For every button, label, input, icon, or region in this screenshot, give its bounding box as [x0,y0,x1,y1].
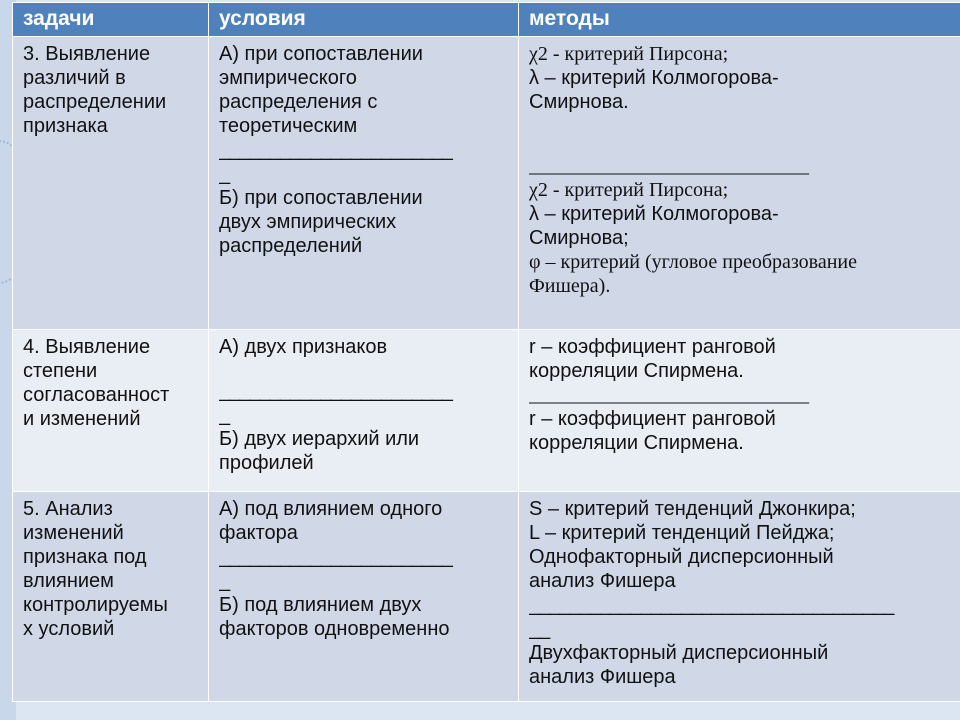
header-methods: методы [519,3,960,37]
task-line: степени [23,359,98,382]
method-a-line: Смирнова. [529,90,629,113]
method-a-line: S – критерий тенденций Джонкира; [529,498,856,521]
method-b-line: анализ Фишера [529,666,676,689]
separator-line: ____________________________________ [529,594,894,617]
separator-line: _______________________ [219,138,452,161]
header-tasks: задачи [13,3,209,37]
table-header-row [13,3,960,37]
method-b-line: φ – критерий (угловое преобразование [529,250,857,273]
task-line: контролируемы [23,594,168,617]
condition-a-line: теоретическим [219,114,358,137]
methods-table [12,2,960,702]
separator-tail: __ [529,618,550,641]
condition-b-line: Б) при сопоставлении [219,186,423,209]
task-line: 4. Выявление [23,335,151,358]
task-line: 3. Выявление [23,42,151,65]
task-line: х условий [23,618,115,641]
method-b-line: Фишера). [529,274,611,297]
task-line: изменений [23,522,124,545]
separator-tail: _ [219,570,230,593]
condition-b-line: Б) под влиянием двух [219,594,422,617]
separator-line: _______________________________ [529,383,808,406]
method-a-line: Однофакторный дисперсионный [529,546,834,569]
method-cell [519,329,960,492]
method-a-line: λ – критерий Колмогорова- [529,66,779,89]
task-line: различий в [23,66,126,89]
condition-cell [209,36,519,329]
separator-tail: _ [219,162,230,185]
condition-b-line: распределений [219,234,363,257]
condition-b-line: факторов одновременно [219,618,450,641]
task-line: признака [23,114,108,137]
method-cell [519,36,960,329]
method-a-line: L – критерий тенденций Пейджа; [529,522,835,545]
method-b-line: Смирнова; [529,226,629,249]
method-b-line: r – коэффициент ранговой [529,407,776,430]
condition-b-line: двух эмпирических [219,210,397,233]
separator-line: _______________________ [219,379,452,402]
method-a-line: анализ Фишера [529,570,676,593]
task-cell [13,36,209,329]
method-b-line: Двухфакторный дисперсионный [529,642,829,665]
task-line: влиянием [23,570,114,593]
method-cell [519,492,960,702]
task-cell [13,492,209,702]
task-line: распределении [23,90,167,113]
condition-a-line: А) под влиянием одного [219,498,443,521]
header-conditions: условия [209,3,519,37]
task-line: 5. Анализ [23,498,113,521]
separator-tail: _ [219,403,230,426]
task-cell [13,329,209,492]
method-a-line: r – коэффициент ранговой [529,335,776,358]
method-b-line: корреляции Спирмена. [529,431,744,454]
task-line: согласованност [23,383,170,406]
method-a-line: корреляции Спирмена. [529,359,744,382]
condition-b-line: Б) двух иерархий или [219,427,420,450]
method-b-line: λ – критерий Колмогорова- [529,202,779,225]
method-a-line: χ2 - критерий Пирсона; [529,42,729,65]
table-row [13,329,960,492]
separator-line: _______________________________ [529,154,808,177]
task-line: признака под [23,546,147,569]
condition-a-line: фактора [219,522,298,545]
table-row [13,36,960,329]
condition-b-line: профилей [219,451,314,474]
table-row [13,492,960,702]
condition-a-line: А) двух признаков [219,335,388,358]
condition-cell [209,492,519,702]
condition-cell [209,329,519,492]
separator-line: _______________________ [219,546,452,569]
method-b-line: χ2 - критерий Пирсона; [529,178,729,201]
condition-a-line: эмпирического [219,66,357,89]
condition-a-line: А) при сопоставлении [219,42,423,65]
condition-a-line: распределения с [219,90,378,113]
task-line: и изменений [23,407,141,430]
